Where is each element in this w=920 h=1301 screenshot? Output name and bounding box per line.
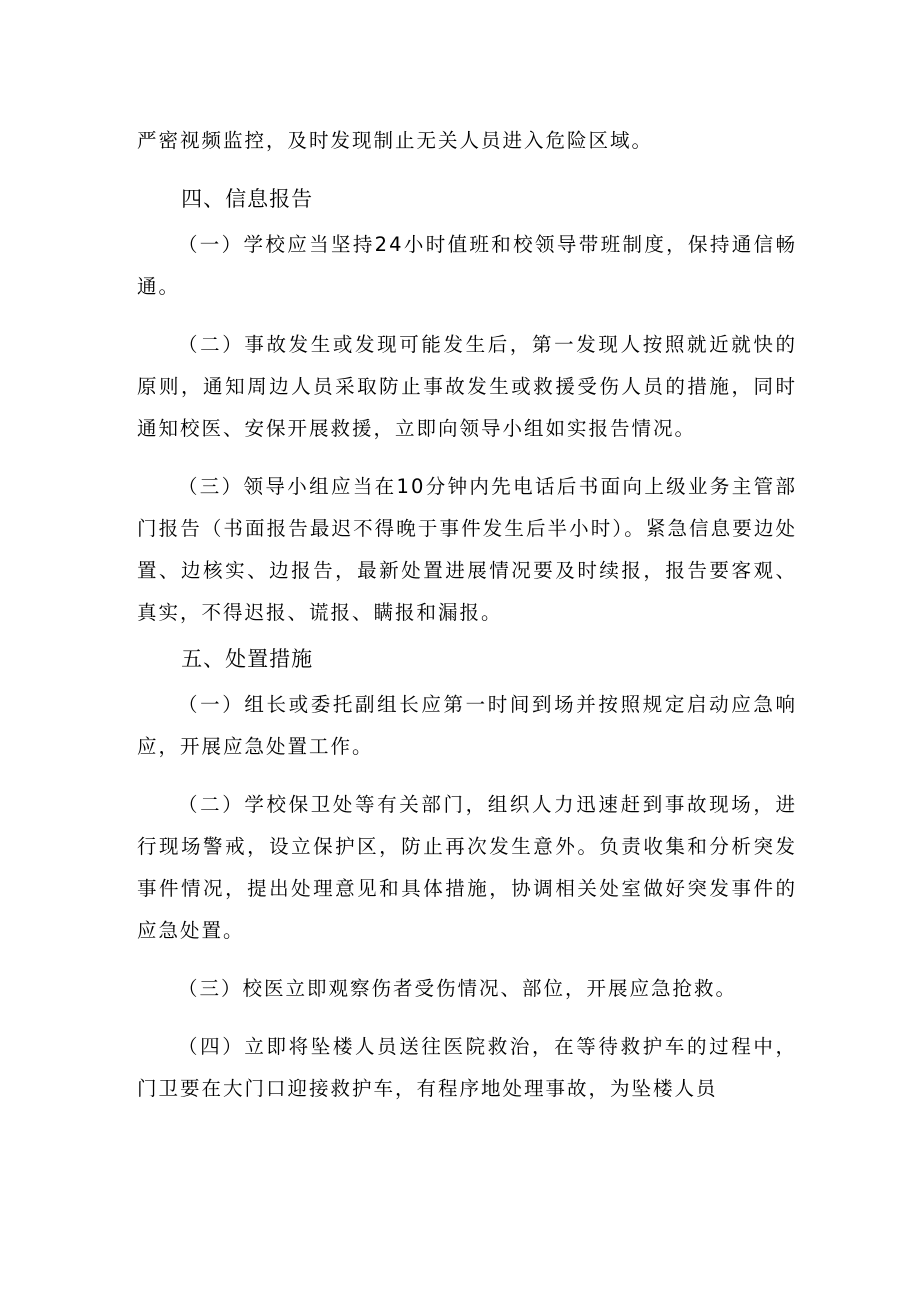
section-5-item-4: （四）立即将坠楼人员送往医院救治，在等待救护车的过程中，门卫要在大门口迎接救护车，有程序地处理事故，为坠楼人员 bbox=[137, 1035, 797, 1100]
document-page bbox=[137, 120, 797, 1110]
section-4-item-2: （二）事故发生或发现可能发生后，第一发现人按照就近就快的原则，通知周边人员采取防止事故发生或救援受伤人员的措施，同时通知校医、安保开展救援，立即向领导小组如实报告情况。 bbox=[137, 333, 797, 440]
section-heading-handling-measures: 五、处置措施 bbox=[181, 647, 314, 671]
section-heading-information-report: 四、信息报告 bbox=[181, 187, 314, 211]
section-5-item-2: （二）学校保卫处等有关部门，组织人力迅速赶到事故现场，进行现场警戒，设立保护区，防止再次发生意外。负责收集和分析突发事件情况，提出处理意见和具体措施，协调相关处室做好突发事件的应急处置。 bbox=[137, 793, 797, 942]
section-5-item-3: （三）校医立即观察伤者受伤情况、部位，开展应急抢救。 bbox=[177, 977, 737, 1000]
lead-paragraph: 严密视频监控，及时发现制止无关人员进入危险区域。 bbox=[137, 129, 654, 152]
section-4-item-3: （三）领导小组应当在10分钟内先电话后书面向上级业务主管部门报告（书面报告最迟不得晚于事件发生后半小时）。紧急信息要边处置、边核实、边报告，最新处置进展情况要及时续报，报告要客观、真实，不得迟报、谎报、瞒报和漏报。 bbox=[137, 475, 797, 624]
section-4-item-1: （一）学校应当坚持24小时值班和校领导带班制度，保持通信畅通。 bbox=[137, 233, 797, 298]
section-5-item-1: （一）组长或委托副组长应第一时间到场并按照规定启动应急响应，开展应急处置工作。 bbox=[137, 693, 797, 758]
